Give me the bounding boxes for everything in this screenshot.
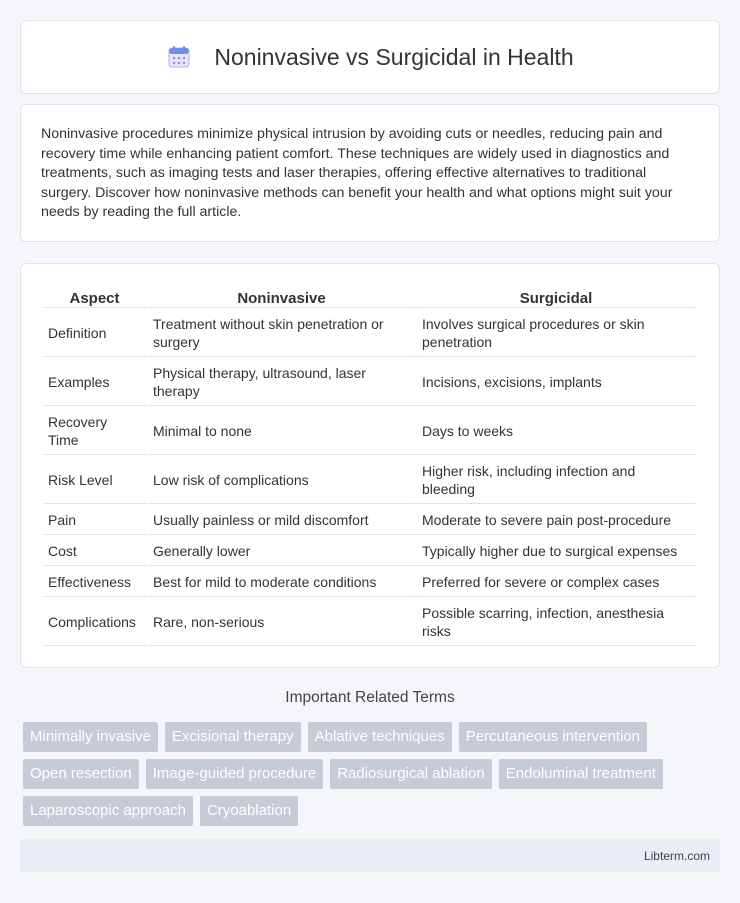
related-terms-title: Important Related Terms <box>285 689 455 706</box>
table-cell: Effectiveness <box>43 568 146 597</box>
table-cell: Typically higher due to surgical expenses <box>417 537 695 566</box>
related-term-tag[interactable]: Ablative techniques <box>308 722 452 752</box>
footer <box>20 839 720 872</box>
table-cell: Low risk of complications <box>148 457 415 504</box>
comparison-table <box>41 284 697 648</box>
related-term-tag[interactable]: Image-guided procedure <box>146 759 323 789</box>
related-term-tag[interactable]: Open resection <box>23 759 139 789</box>
related-term-tag[interactable]: Cryoablation <box>200 796 298 826</box>
intro-card <box>20 104 720 242</box>
table-cell: Risk Level <box>43 457 146 504</box>
table-row <box>43 408 695 455</box>
table-cell: Incisions, excisions, implants <box>417 359 695 406</box>
related-term-tag[interactable]: Percutaneous intervention <box>459 722 647 752</box>
related-terms-list <box>23 722 723 833</box>
table-cell: Higher risk, including infection and bleeding <box>417 457 695 504</box>
table-cell: Examples <box>43 359 146 406</box>
table-cell: Pain <box>43 506 146 535</box>
table-cell: Definition <box>43 310 146 357</box>
table-cell: Physical therapy, ultrasound, laser therapy <box>148 359 415 406</box>
column-header: Surgicidal <box>417 286 695 308</box>
related-term-tag[interactable]: Minimally invasive <box>23 722 158 752</box>
table-row <box>43 506 695 535</box>
table-cell: Recovery Time <box>43 408 146 455</box>
table-cell: Usually painless or mild discomfort <box>148 506 415 535</box>
table-cell: Generally lower <box>148 537 415 566</box>
table-row <box>43 568 695 597</box>
calendar-icon <box>166 44 192 70</box>
table-cell: Treatment without skin penetration or surgery <box>148 310 415 357</box>
column-header: Noninvasive <box>148 286 415 308</box>
table-cell: Possible scarring, infection, anesthesia risks <box>417 599 695 646</box>
table-cell: Complications <box>43 599 146 646</box>
related-term-tag[interactable]: Endoluminal treatment <box>499 759 663 789</box>
table-cell: Moderate to severe pain post-procedure <box>417 506 695 535</box>
intro-text: Noninvasive procedures minimize physical intrusion by avoiding cuts or needles, reducing pain and recovery time while enhancing patient comfort. These techniques are widely used in diagnostics and treatments, such as imaging tests and laser therapies, offering effective alternatives to traditional surgery. Discover how noninvasive methods can benefit your health and what options might suit your needs by reading the full article. <box>41 126 673 221</box>
table-row <box>43 457 695 504</box>
table-cell: Minimal to none <box>148 408 415 455</box>
table-row <box>43 310 695 357</box>
column-header: Aspect <box>43 286 146 308</box>
table-cell: Rare, non-serious <box>148 599 415 646</box>
table-cell: Preferred for severe or complex cases <box>417 568 695 597</box>
table-cell: Cost <box>43 537 146 566</box>
comparison-card <box>20 263 720 668</box>
related-term-tag[interactable]: Radiosurgical ablation <box>330 759 492 789</box>
header-card <box>20 20 720 94</box>
footer-site-link[interactable]: Libterm.com <box>643 848 710 863</box>
related-term-tag[interactable]: Excisional therapy <box>165 722 301 752</box>
table-cell: Days to weeks <box>417 408 695 455</box>
table-row <box>43 599 695 646</box>
related-term-tag[interactable]: Laparoscopic approach <box>23 796 193 826</box>
page-title: Noninvasive vs Surgicidal in Health <box>214 43 574 70</box>
table-row <box>43 537 695 566</box>
table-row <box>43 359 695 406</box>
table-cell: Involves surgical procedures or skin penetration <box>417 310 695 357</box>
table-cell: Best for mild to moderate conditions <box>148 568 415 597</box>
table-header-row <box>43 286 695 308</box>
